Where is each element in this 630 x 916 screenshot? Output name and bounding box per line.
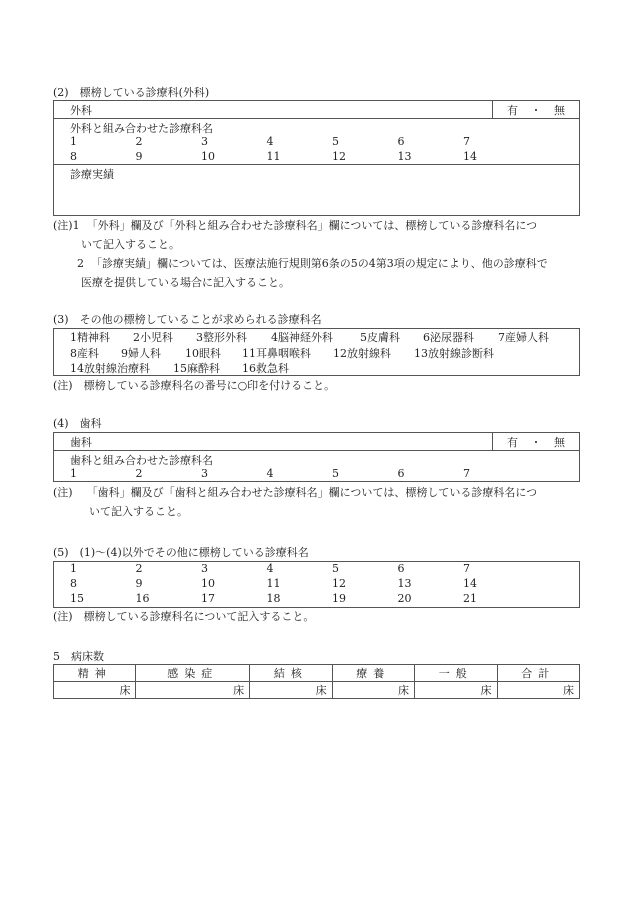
number-field[interactable]: 20 [397,592,412,605]
long-term-care-beds-field[interactable]: 床 [332,682,414,699]
department-option[interactable]: 5皮膚科 [360,331,400,344]
number-field[interactable]: 1 [70,135,77,148]
no-option[interactable]: 無 [554,103,565,117]
number-field[interactable]: 11 [266,577,281,590]
infectious-beds-field[interactable]: 床 [136,682,250,699]
number-field[interactable]: 19 [332,592,346,605]
surgery-table [53,100,580,216]
number-field[interactable]: 2 [135,467,143,480]
number-field[interactable]: 4 [266,562,274,575]
department-option[interactable]: 10眼科 [185,346,221,360]
dentistry-combined-row [54,450,579,481]
number-field[interactable]: 7 [463,467,470,480]
header-infectious: 感染症 [136,665,250,682]
department-option[interactable]: 16救急科 [242,362,289,375]
number-field[interactable]: 14 [463,577,477,590]
dentistry-label: 歯科 [70,436,92,449]
number-row [70,577,579,590]
note-prefix: 2 [77,257,84,270]
section-5-note: (注) 標榜している診療科名について記入すること。 [53,610,315,623]
number-field[interactable]: 15 [70,592,84,605]
header-total: 合計 [497,665,580,682]
department-list [54,329,579,377]
number-field[interactable]: 1 [70,562,77,575]
number-field[interactable]: 9 [135,577,143,590]
number-field[interactable]: 2 [135,135,143,148]
other-labeled-box [53,561,580,608]
surgery-combined-row [54,118,579,164]
header-tuberculosis: 結核 [250,665,332,682]
dentistry-table [53,432,580,482]
beds-value-row [54,682,580,699]
clinical-record-row[interactable] [54,164,579,215]
clinical-record-label: 診療実績 [70,168,114,181]
dentistry-combined-label: 歯科と組み合わせた診療科名 [70,454,213,467]
beds-table [53,664,580,699]
number-field[interactable]: 21 [463,592,477,605]
header-long-term-care: 療養 [332,665,414,682]
department-option[interactable]: 7産婦人科 [498,331,549,344]
total-beds-field[interactable]: 床 [497,682,580,699]
number-field[interactable]: 6 [397,135,405,148]
department-option[interactable]: 1精神科 [70,331,110,344]
department-option[interactable]: 2小児科 [133,331,173,344]
number-field[interactable]: 8 [70,150,77,163]
no-option[interactable]: 無 [554,435,565,449]
department-option[interactable]: 13放射線診断科 [414,346,494,360]
number-field[interactable]: 3 [201,467,208,480]
number-field[interactable]: 5 [332,135,339,148]
department-option[interactable]: 12放射線科 [333,346,391,360]
number-field[interactable]: 4 [266,467,274,480]
surgery-combined-label: 外科と組み合わせた診療科名 [70,122,213,135]
number-field[interactable]: 16 [135,592,150,605]
yes-option[interactable]: 有 [507,435,518,449]
dentistry-yes-no[interactable] [492,433,579,450]
number-field[interactable]: 5 [332,562,339,575]
number-field[interactable]: 7 [463,562,470,575]
department-option[interactable]: 14放射線治療科 [70,362,150,375]
department-option[interactable]: 15麻酔科 [173,362,220,375]
number-field[interactable]: 3 [201,135,208,148]
general-beds-field[interactable]: 床 [415,682,497,699]
note-prefix: (注) [53,486,73,499]
number-field[interactable]: 1 [70,467,77,480]
number-field[interactable]: 3 [201,562,208,575]
number-field[interactable]: 2 [135,562,143,575]
department-option[interactable]: 11耳鼻咽喉科 [242,346,311,360]
psychiatric-beds-field[interactable]: 床 [54,682,136,699]
section-4-title: (4) 歯科 [53,417,102,430]
section-3-note: (注) 標榜している診療科名の番号に○印を付けること。 [53,379,336,392]
department-option[interactable]: 4脳神経外科 [271,331,333,344]
note-text: 「診療実績」欄については、医療法施行規則第6条の5の4第3項の規定により、他の診療科で [91,257,548,270]
note-text: 「歯科」欄及び「歯科と組み合わせた診療科名」欄については、標榜している診療科名につ [86,486,538,499]
beds-title: 5 病床数 [53,650,104,663]
note-text: 医療を提供している場合に記入すること。 [81,276,290,289]
tuberculosis-beds-field[interactable]: 床 [250,682,332,699]
department-option[interactable]: 8産科 [70,346,99,360]
number-field[interactable]: 13 [397,577,412,590]
number-field[interactable]: 14 [463,150,477,163]
section-4-note [53,483,580,521]
other-departments-box [53,328,580,376]
number-field[interactable]: 17 [201,592,215,605]
number-field[interactable]: 5 [332,467,339,480]
number-field[interactable]: 4 [266,135,274,148]
number-field[interactable]: 11 [266,150,281,163]
number-field[interactable]: 6 [397,562,405,575]
number-row [70,150,579,163]
dentistry-row [54,433,579,450]
number-row [70,562,579,575]
number-field[interactable]: 7 [463,135,470,148]
surgery-row [54,101,579,118]
number-row [70,592,579,605]
header-psychiatric: 精神 [54,665,136,682]
number-field[interactable]: 12 [332,150,346,163]
surgery-yes-no[interactable] [492,101,579,118]
number-field[interactable]: 6 [397,467,405,480]
section-5-title: (5) (1)～(4)以外でその他に標榜している診療科名 [53,546,309,559]
number-field[interactable]: 10 [201,577,215,590]
number-field[interactable]: 12 [332,577,346,590]
department-option[interactable]: 6泌尿器科 [423,331,474,344]
note-prefix: (注)1 [53,219,80,232]
surgery-label: 外科 [70,104,92,117]
number-field[interactable]: 10 [201,150,215,163]
header-general: 一般 [415,665,497,682]
number-field[interactable]: 13 [397,150,412,163]
dot-separator: ・ [530,103,542,117]
dot-separator: ・ [530,435,542,449]
section-2-notes [53,216,580,292]
number-row [70,467,579,480]
number-field[interactable]: 9 [135,150,143,163]
number-row [70,135,579,148]
number-field[interactable]: 18 [266,592,281,605]
section-3-title: (3) その他の標榜していることが求められる診療科名 [53,313,322,326]
department-option[interactable]: 9婦人科 [121,346,161,360]
note-text: いて記入すること。 [81,238,180,251]
note-text: 「外科」欄及び「外科と組み合わせた診療科名」欄については、標榜している診療科名につ [86,219,538,232]
department-option[interactable]: 3整形外科 [196,331,247,344]
number-field[interactable]: 8 [70,577,77,590]
section-2-title: (2) 標榜している診療科(外科) [53,86,210,99]
note-text: いて記入すること。 [89,505,188,518]
yes-option[interactable]: 有 [507,103,518,117]
beds-header-row [54,665,580,682]
